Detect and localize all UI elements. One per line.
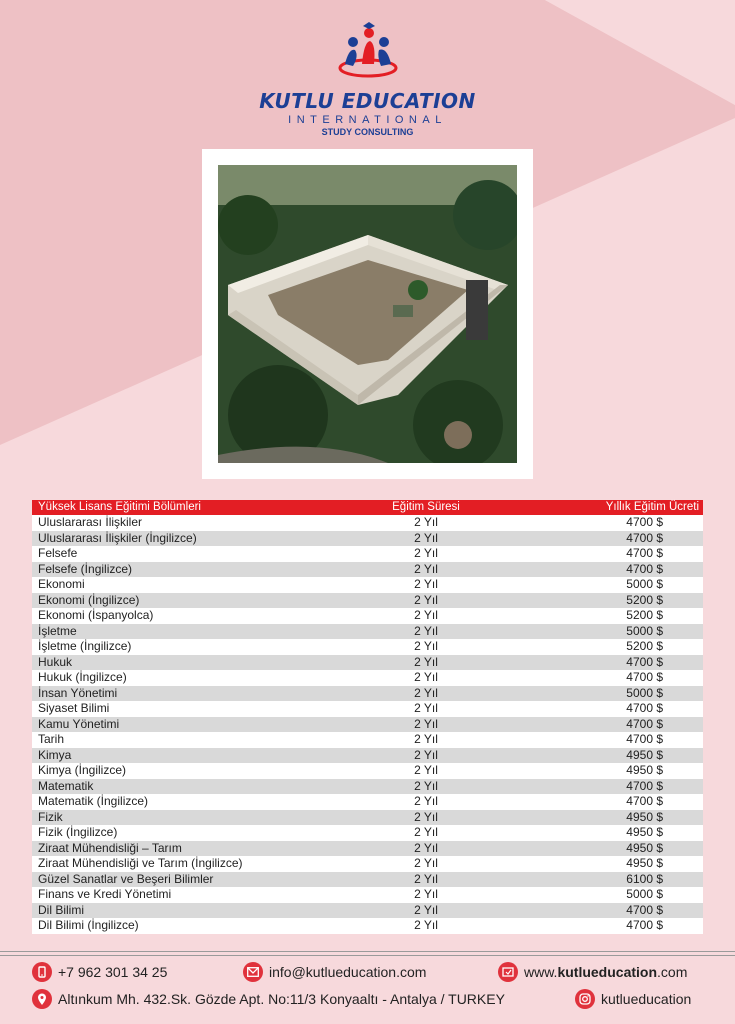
location-icon <box>32 989 52 1009</box>
program-name: Uluslararası İlişkiler <box>32 515 345 531</box>
table-row <box>32 546 703 562</box>
program-duration: 2 Yıl <box>345 887 507 903</box>
table-row <box>32 562 703 578</box>
program-fee: 4700 $ <box>507 918 703 934</box>
program-duration: 2 Yıl <box>345 546 507 562</box>
program-duration: 2 Yıl <box>345 531 507 547</box>
header-fee: Yıllık Eğitim Ücreti <box>507 500 703 515</box>
table-row <box>32 887 703 903</box>
table-row <box>32 639 703 655</box>
program-fee: 4950 $ <box>507 810 703 826</box>
campus-photo <box>218 165 517 463</box>
program-duration: 2 Yıl <box>345 918 507 934</box>
program-name: Fizik (İngilizce) <box>32 825 345 841</box>
program-duration: 2 Yıl <box>345 748 507 764</box>
table-row <box>32 825 703 841</box>
program-duration: 2 Yıl <box>345 872 507 888</box>
table-row <box>32 903 703 919</box>
program-duration: 2 Yıl <box>345 562 507 578</box>
program-name: Ziraat Mühendisliği ve Tarım (İngilizce) <box>32 856 345 872</box>
header-program: Yüksek Lisans Eğitimi Bölümleri <box>32 500 345 515</box>
program-name: Felsefe <box>32 546 345 562</box>
program-name: İşletme (İngilizce) <box>32 639 345 655</box>
program-duration: 2 Yıl <box>345 841 507 857</box>
program-duration: 2 Yıl <box>345 577 507 593</box>
program-fee: 5200 $ <box>507 608 703 624</box>
footer-phone[interactable] <box>32 962 167 982</box>
table-row <box>32 872 703 888</box>
program-fee: 5200 $ <box>507 639 703 655</box>
table-row <box>32 624 703 640</box>
program-name: Felsefe (İngilizce) <box>32 562 345 578</box>
address-text: Altınkum Mh. 432.Sk. Gözde Apt. No:11/3 Konyaaltı - Antalya / TURKEY <box>58 991 505 1007</box>
table-row <box>32 918 703 934</box>
program-fee: 4950 $ <box>507 841 703 857</box>
program-fee: 4950 $ <box>507 748 703 764</box>
program-duration: 2 Yıl <box>345 825 507 841</box>
table-row <box>32 701 703 717</box>
program-duration: 2 Yıl <box>345 732 507 748</box>
program-fee: 6100 $ <box>507 872 703 888</box>
program-duration: 2 Yıl <box>345 794 507 810</box>
footer-website[interactable] <box>498 962 687 982</box>
program-name: Güzel Sanatlar ve Beşeri Bilimler <box>32 872 345 888</box>
web-prefix: www. <box>524 964 558 980</box>
table-row <box>32 856 703 872</box>
footer-divider-top <box>0 951 735 952</box>
program-fee: 4700 $ <box>507 794 703 810</box>
program-duration: 2 Yıl <box>345 515 507 531</box>
program-fee: 4700 $ <box>507 531 703 547</box>
table-row <box>32 670 703 686</box>
program-fee: 4700 $ <box>507 670 703 686</box>
program-fee: 4700 $ <box>507 562 703 578</box>
program-fee: 4700 $ <box>507 717 703 733</box>
program-fee: 5000 $ <box>507 624 703 640</box>
program-duration: 2 Yıl <box>345 701 507 717</box>
program-fee: 4700 $ <box>507 701 703 717</box>
program-fee: 4950 $ <box>507 856 703 872</box>
table-row <box>32 686 703 702</box>
table-row <box>32 531 703 547</box>
instagram-icon <box>575 989 595 1009</box>
brand-line3: STUDY CONSULTING <box>321 127 414 137</box>
program-duration: 2 Yıl <box>345 779 507 795</box>
program-fee: 4700 $ <box>507 515 703 531</box>
program-name: Matematik (İngilizce) <box>32 794 345 810</box>
program-duration: 2 Yıl <box>345 763 507 779</box>
program-name: Kimya <box>32 748 345 764</box>
logo-emblem-icon <box>333 20 403 82</box>
program-name: Hukuk <box>32 655 345 671</box>
footer-instagram[interactable] <box>575 989 691 1009</box>
table-row <box>32 577 703 593</box>
program-duration: 2 Yıl <box>345 670 507 686</box>
program-duration: 2 Yıl <box>345 856 507 872</box>
program-fee: 4700 $ <box>507 779 703 795</box>
program-name: Dil Bilimi <box>32 903 345 919</box>
program-name: Ekonomi (İngilizce) <box>32 593 345 609</box>
program-duration: 2 Yıl <box>345 593 507 609</box>
mail-icon <box>243 962 263 982</box>
brand-name: KUTLU EDUCATION <box>259 89 476 113</box>
table-row <box>32 515 703 531</box>
program-duration: 2 Yıl <box>345 810 507 826</box>
footer-email[interactable] <box>243 962 426 982</box>
program-name: Matematik <box>32 779 345 795</box>
program-name: Kamu Yönetimi <box>32 717 345 733</box>
table-row <box>32 608 703 624</box>
program-fee: 4700 $ <box>507 655 703 671</box>
program-name: Finans ve Kredi Yönetimi <box>32 887 345 903</box>
web-icon <box>498 962 518 982</box>
program-name: İşletme <box>32 624 345 640</box>
table-row <box>32 779 703 795</box>
program-duration: 2 Yıl <box>345 624 507 640</box>
program-name: Uluslararası İlişkiler (İngilizce) <box>32 531 345 547</box>
program-name: Fizik <box>32 810 345 826</box>
programs-table <box>32 500 703 934</box>
brand-line2: INTERNATIONAL <box>288 114 447 126</box>
program-fee: 4950 $ <box>507 763 703 779</box>
table-row <box>32 655 703 671</box>
program-fee: 5000 $ <box>507 686 703 702</box>
program-duration: 2 Yıl <box>345 655 507 671</box>
program-name: Hukuk (İngilizce) <box>32 670 345 686</box>
web-suffix: .com <box>657 964 688 980</box>
program-name: Ekonomi (İspanyolca) <box>32 608 345 624</box>
program-fee: 5200 $ <box>507 593 703 609</box>
program-duration: 2 Yıl <box>345 639 507 655</box>
program-name: Siyaset Bilimi <box>32 701 345 717</box>
program-duration: 2 Yıl <box>345 717 507 733</box>
table-row <box>32 810 703 826</box>
program-duration: 2 Yıl <box>345 903 507 919</box>
program-duration: 2 Yıl <box>345 686 507 702</box>
table-row <box>32 841 703 857</box>
program-fee: 5000 $ <box>507 887 703 903</box>
program-fee: 5000 $ <box>507 577 703 593</box>
table-header <box>32 500 703 515</box>
photo-frame <box>202 149 533 479</box>
footer-divider-bottom <box>0 955 735 956</box>
instagram-text: kutlueducation <box>601 991 692 1007</box>
footer-address <box>32 989 505 1009</box>
header-duration: Eğitim Süresi <box>345 500 507 515</box>
table-row <box>32 763 703 779</box>
email-text: info@kutlueducation.com <box>269 964 427 980</box>
web-domain: kutlueducation <box>557 964 658 980</box>
program-name: Tarih <box>32 732 345 748</box>
program-fee: 4700 $ <box>507 903 703 919</box>
program-fee: 4700 $ <box>507 732 703 748</box>
program-fee: 4950 $ <box>507 825 703 841</box>
brand-logo <box>0 20 735 137</box>
program-name: Dil Bilimi (İngilizce) <box>32 918 345 934</box>
program-name: Ekonomi <box>32 577 345 593</box>
table-row <box>32 748 703 764</box>
table-row <box>32 794 703 810</box>
program-name: Kimya (İngilizce) <box>32 763 345 779</box>
program-fee: 4700 $ <box>507 546 703 562</box>
table-row <box>32 717 703 733</box>
phone-text: +7 962 301 34 25 <box>58 964 168 980</box>
phone-icon <box>32 962 52 982</box>
table-row <box>32 593 703 609</box>
table-row <box>32 732 703 748</box>
program-name: Ziraat Mühendisliği – Tarım <box>32 841 345 857</box>
program-name: İnsan Yönetimi <box>32 686 345 702</box>
program-duration: 2 Yıl <box>345 608 507 624</box>
